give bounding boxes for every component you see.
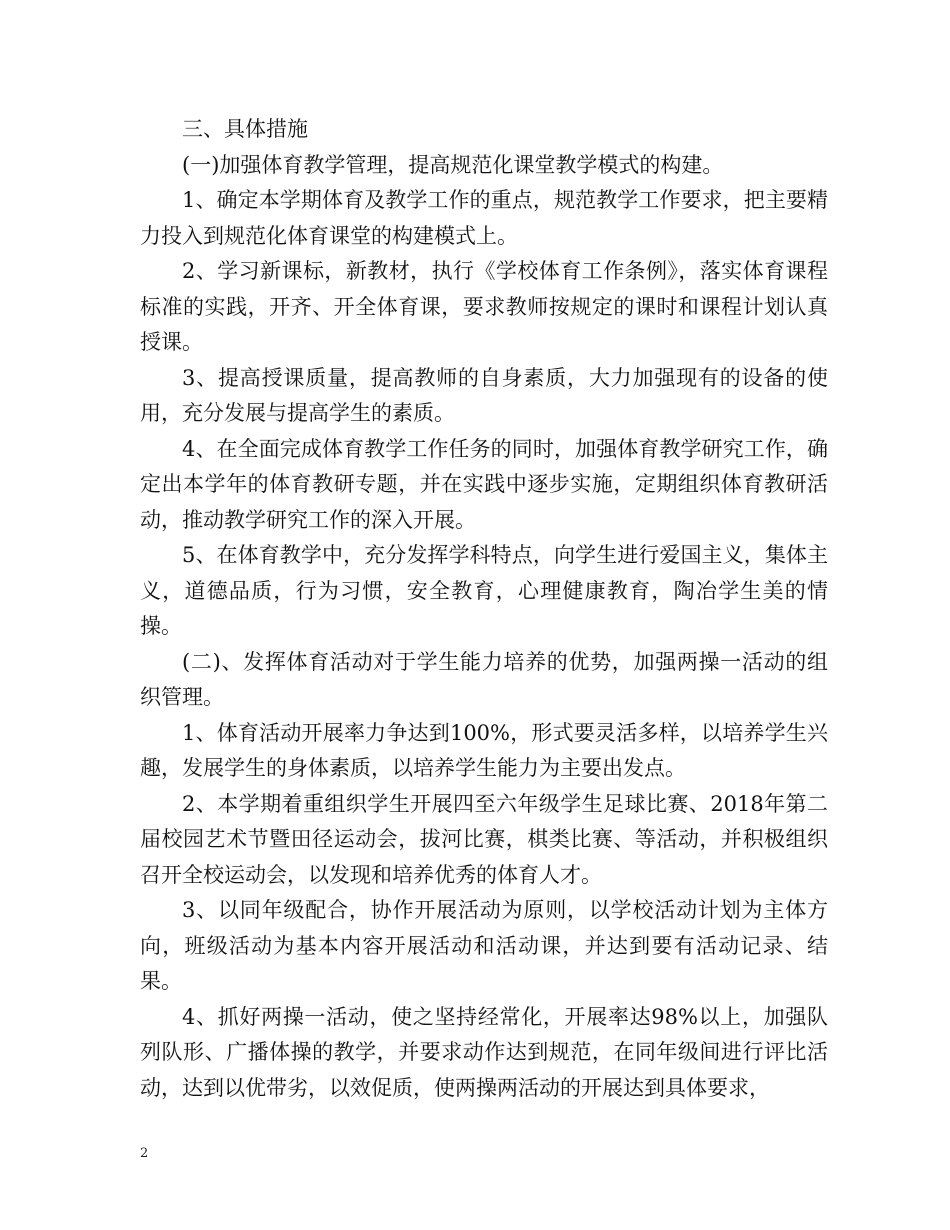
paragraph-1-3: 3、提高授课质量，提高教师的自身素质，大力加强现有的设备的使用，充分发展与提高学生的素质。 (140, 365, 828, 425)
document-body (140, 112, 828, 1106)
paragraph-1-2: 2、学习新课标，新教材，执行《学校体育工作条例》，落实体育课程标准的实践，开齐、开全体育课，要求教师按规定的课时和课程计划认真授课。 (140, 259, 828, 354)
paragraph-1-4: 4、在全面完成体育教学工作任务的同时，加强体育教学研究工作，确定出本学年的体育教研专题，并在实践中逐步实施，定期组织体育教研活动，推动教学研究工作的深入开展。 (140, 436, 828, 532)
paragraph-2-4: 4、抓好两操一活动，使之坚持经常化，开展率达98%以上，加强队列队形、广播体操的教学，并要求动作达到规范，在同年级间进行评比活动，达到以优带劣，以效促质，使两操两活动的开展达到具体要求， (140, 1004, 828, 1100)
subsection-heading-1: (一)加强体育教学管理，提高规范化课堂教学模式的构建。 (182, 152, 724, 177)
paragraph-1-5: 5、在体育教学中，充分发挥学科特点，向学生进行爱国主义，集体主义，道德品质，行为习惯，安全教育，心理健康教育，陶冶学生美的情操。 (140, 543, 828, 638)
paragraph-2-1: 1、体育活动开展率力争达到100%，形式要灵活多样，以培养学生兴趣，发展学生的身体素质，以培养学生能力为主要出发点。 (140, 720, 828, 780)
paragraph-1-1: 1、确定本学期体育及教学工作的重点，规范教学工作要求，把主要精力投入到规范化体育课堂的构建模式上。 (140, 188, 828, 248)
subsection-heading-2: (二)、发挥体育活动对于学生能力培养的优势，加强两操一活动的组织管理。 (140, 649, 828, 709)
page-number: 2 (140, 1146, 149, 1161)
section-heading: 三、具体措施 (182, 117, 308, 141)
paragraph-2-2: 2、本学期着重组织学生开展四至六年级学生足球比赛、2018年第二届校园艺术节暨田径运动会，拔河比赛，棋类比赛、等活动，并积极组织召开全校运动会，以发现和培养优秀的体育人才。 (140, 791, 828, 887)
paragraph-2-3: 3、以同年级配合，协作开展活动为原则，以学校活动计划为主体方向，班级活动为基本内容开展活动和活动课，并达到要有活动记录、结果。 (140, 898, 828, 993)
